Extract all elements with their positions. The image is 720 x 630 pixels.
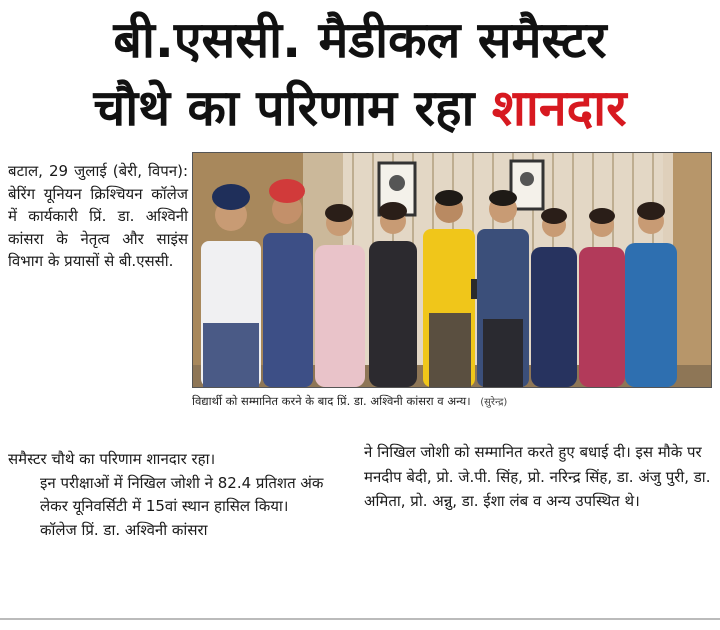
- headline-line-1: बी.एससी. मैडीकल समैस्टर: [113, 11, 607, 69]
- paragraph-3-end: ने निखिल जोशी को सम्मानित करते हुए बधाई दी। इस मौके पर मनदीप बेदी, प्रो. जे.पी. सिंह, प्रो. नरिन्द्र सिंह, डा. अंजु पुरी, डा. अमिता, प्रो. अन्नु, डा. ईशा लंब व अन्य उपस्थित थे।: [364, 443, 711, 510]
- headline-accent-word: शानदार: [491, 79, 627, 137]
- paragraph-2: इन परीक्षाओं में निखिल जोशी ने 82.4 प्रतिशत अंक लेकर यूनिवर्सिटी में 15वां स्थान हासिल किया।: [40, 473, 324, 515]
- photo-caption-text: विद्यार्थी को सम्मानित करने के बाद प्रिं. डा. अश्विनी कांसरा व अन्य।: [192, 394, 471, 408]
- article-column-right: [364, 440, 714, 514]
- group-photo-illustration: [193, 153, 711, 387]
- photo-credit: (सुरेन्द्र): [480, 397, 508, 408]
- paragraph-3-start: कॉलेज प्रिं. डा. अश्विनी कांसरा: [40, 520, 208, 539]
- dateline: बटाल, 29 जुलाई (बेरी, विपन):: [8, 162, 188, 180]
- photo-caption: [192, 390, 710, 412]
- headline-line-2: [0, 74, 720, 142]
- news-photo: [192, 152, 712, 388]
- paragraph-1-bottom: समैस्टर चौथे का परिणाम शानदार रहा।: [8, 450, 216, 468]
- paragraph-1-top: बेरिंग यूनियन क्रिश्चियन कॉलेज में कार्यकारी प्रिं. डा. अश्विनी कांसरा के नेतृत्व और साइंस विभाग के प्रयासों से बी.एससी.: [8, 184, 188, 270]
- article-column-left-bottom: [8, 448, 348, 542]
- article-column-left-top: [8, 160, 188, 273]
- headline: [0, 6, 720, 142]
- headline-line-2-main: चौथे का परिणाम रहा: [93, 79, 475, 137]
- bottom-rule: [0, 618, 720, 620]
